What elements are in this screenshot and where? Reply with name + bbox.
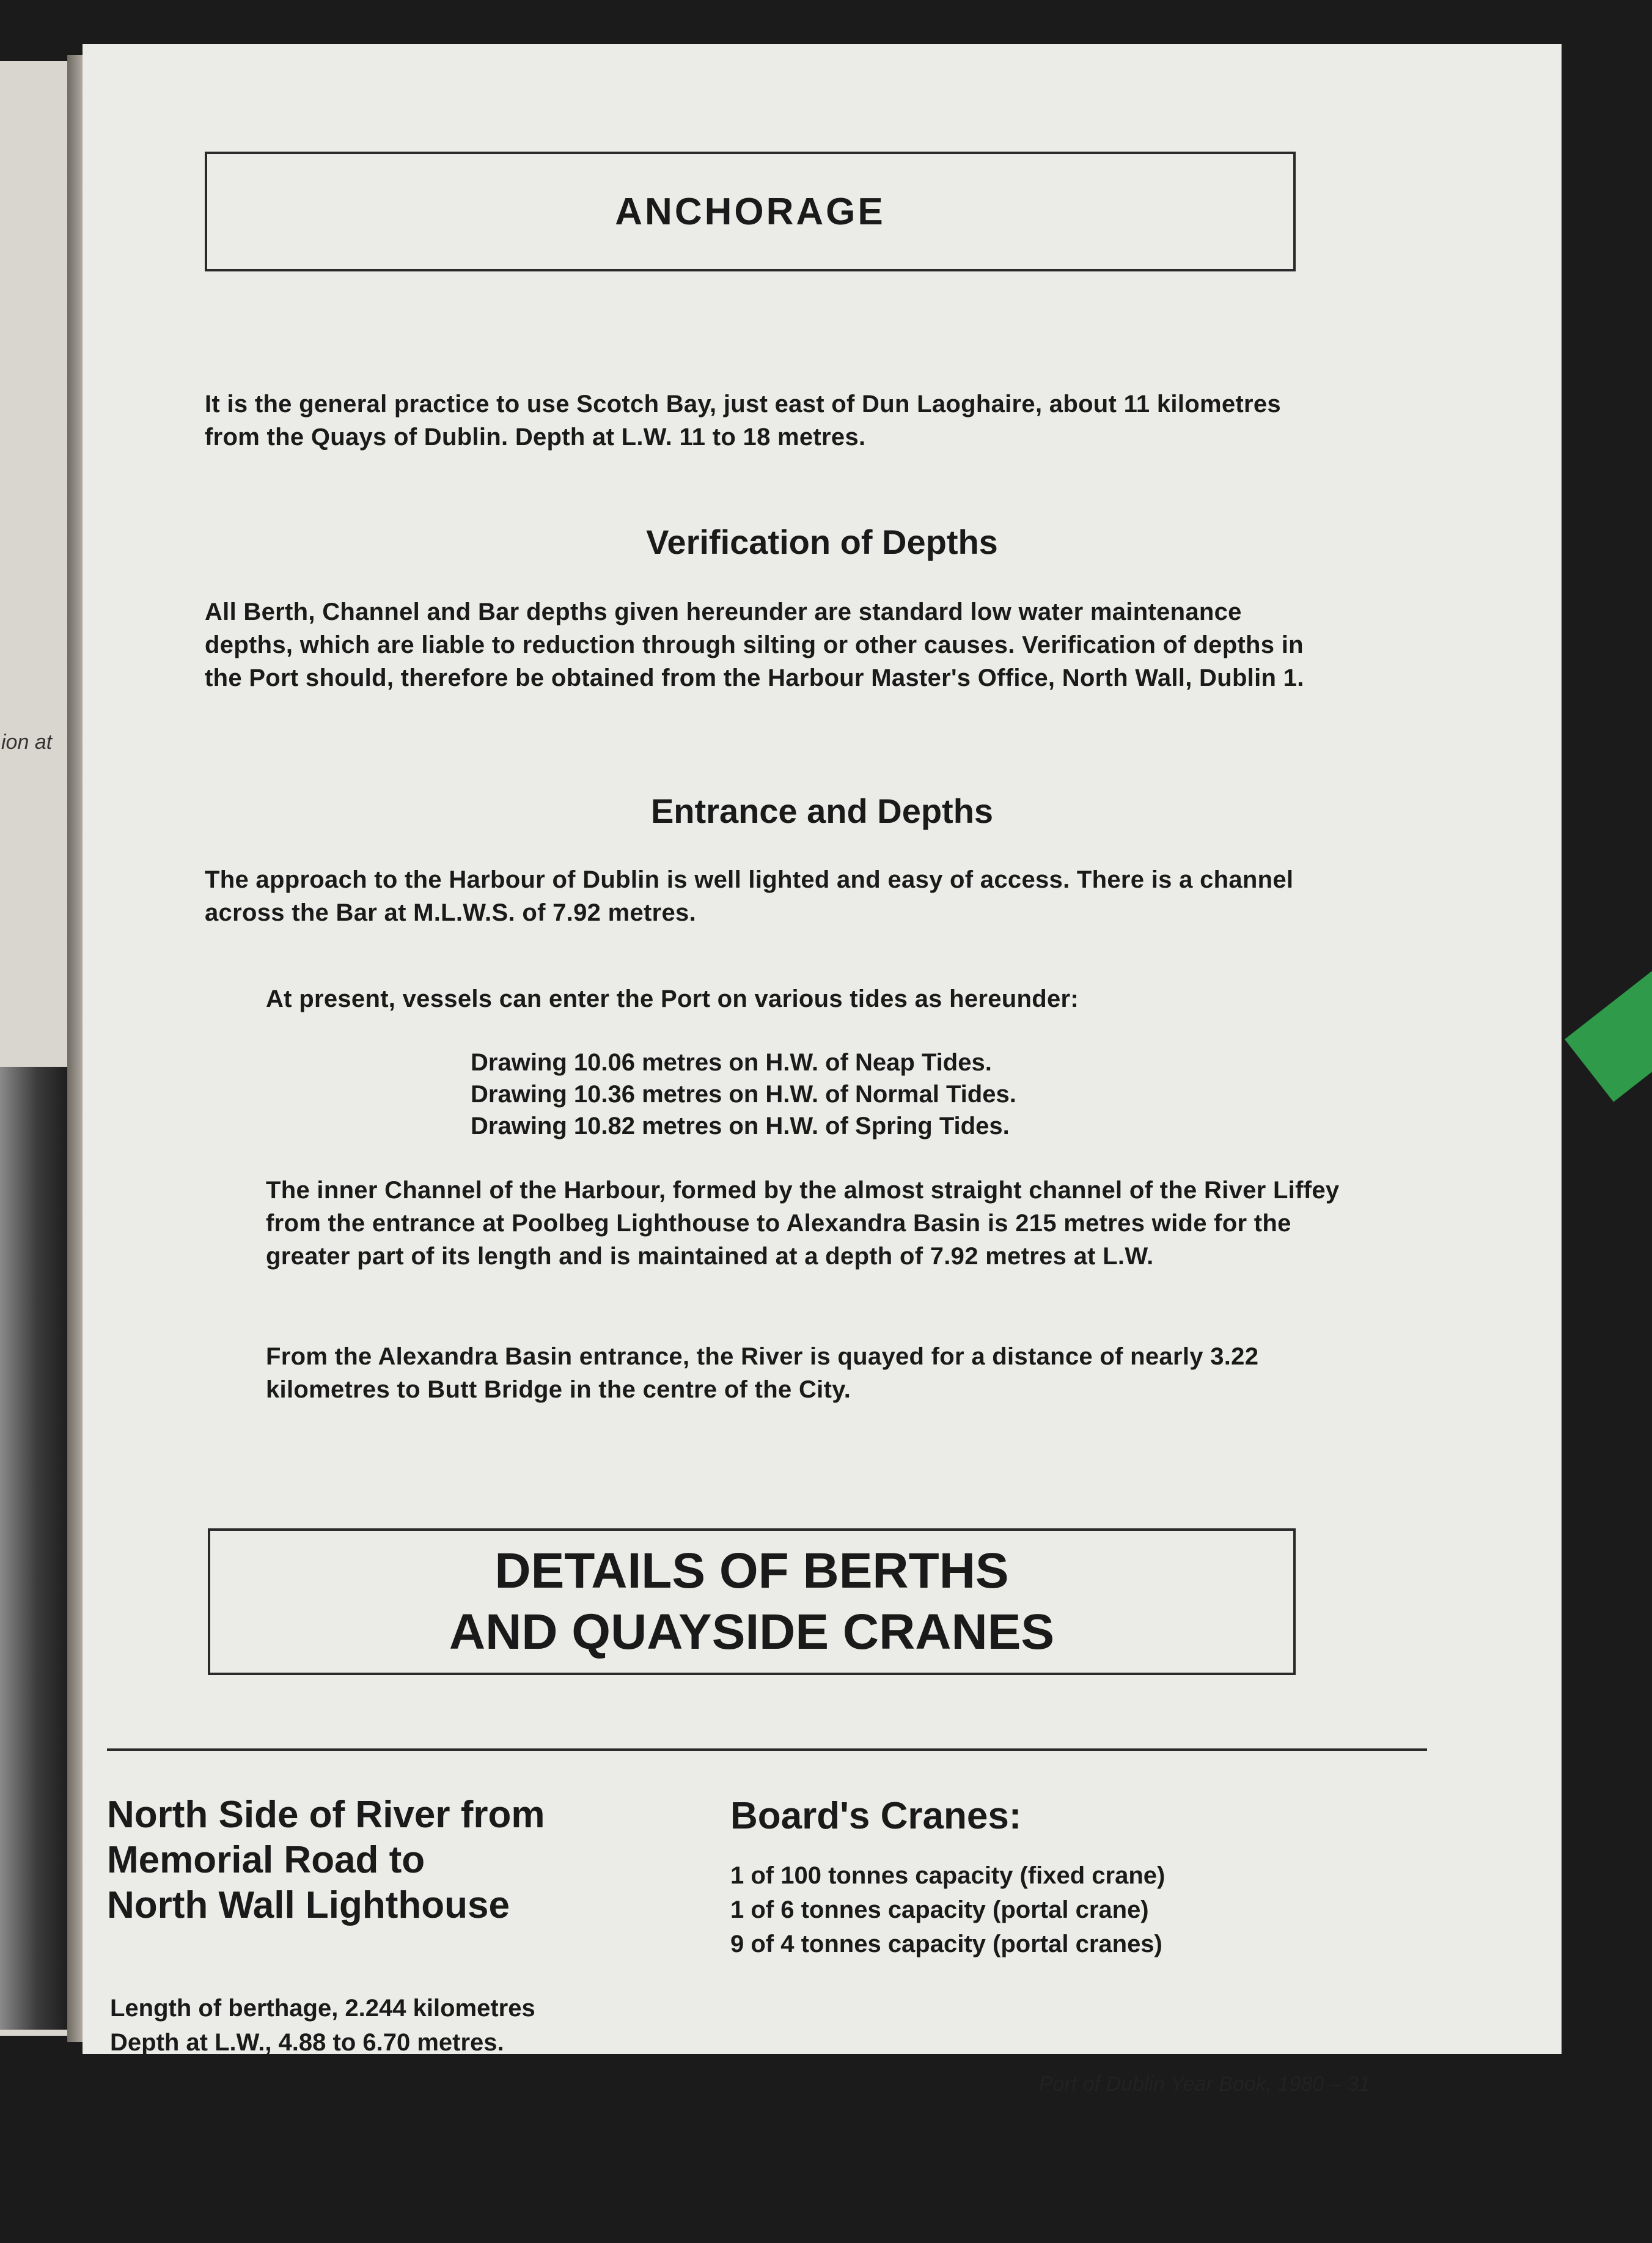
tides-intro: At present, vessels can enter the Port on various tides as hereunder: [266,985,1079,1012]
north-side-heading-line1: North Side of River from [107,1794,545,1836]
north-side-heading [107,1792,545,1928]
inner-channel-text: The inner Channel of the Harbour, formed by the almost straight channel of the River Liffey from the entrance at Poolbeg Lighthouse to Alexandra Basin is 215 metres wide for the greater part of its length and is maintained at a depth of 7.92 metres at L.W. [266,1177,1340,1270]
quayed-text: From the Alexandra Basin entrance, the River is quayed for a distance of nearly 3.22 kilometres to Butt Bridge in the centre of the City. [266,1343,1259,1403]
berths-title-box [208,1528,1296,1675]
anchorage-text: It is the general practice to use Scotch Bay, just east of Dun Laoghaire, about 11 kilometres from the Quays of Dublin. Depth at L.W. 11 to 18 metres. [205,391,1281,451]
north-side-heading-line2: Memorial Road to [107,1839,425,1881]
green-band-decoration [1565,941,1652,1102]
anchorage-title-box [205,152,1296,271]
left-page-caption-fragment: ion at [1,731,53,754]
cranes-list [730,1858,1165,1961]
anchorage-title: ANCHORAGE [615,190,886,233]
entrance-intro: The approach to the Harbour of Dublin is well lighted and easy of access. There is a channel across the Bar at M.L.W.S. of 7.92 metres. [205,866,1294,926]
crane-item-fixed: 1 of 100 tonnes capacity (fixed crane) [730,1862,1166,1889]
crane-item-portal-6: 1 of 6 tonnes capacity (portal crane) [730,1896,1149,1923]
berthage-depth: Depth at L.W., 4.88 to 6.70 metres. [110,2029,504,2056]
berths-title-line1: DETAILS OF BERTHS [494,1543,1009,1599]
entrance-heading: Entrance and Depths [650,792,994,830]
verification-text: All Berth, Channel and Bar depths given hereunder are standard low water maintenance depths, which are liable to reduction through silting or other causes. Verification of depths in the Port should, therefore be obtained from the Harbour Master's Office, North Wall, Dublin 1. [205,599,1304,691]
berthage-length: Length of berthage, 2.244 kilometres [110,1995,535,2022]
tides-list [471,1047,1016,1142]
document-page [83,44,1562,2096]
tide-item-normal: Drawing 10.36 metres on H.W. of Normal Tides. [471,1081,1016,1108]
berths-title-line2: AND QUAYSIDE CRANES [449,1604,1055,1660]
cranes-heading: Board's Cranes: [730,1795,1022,1837]
berth-info [110,1991,535,2060]
crane-item-portal-4: 9 of 4 tonnes capacity (portal cranes) [730,1931,1162,1958]
north-side-heading-line3: North Wall Lighthouse [107,1884,510,1926]
tide-item-neap: Drawing 10.06 metres on H.W. of Neap Tides. [471,1049,992,1076]
section-divider [107,1748,1427,1751]
left-page-photo [0,1067,67,2030]
tide-item-spring: Drawing 10.82 metres on H.W. of Spring Tides. [471,1113,1010,1140]
verification-heading: Verification of Depths [646,523,998,561]
page-footer: Port of Dublin Year Book, 1980 – 31 [1039,2072,1370,2096]
